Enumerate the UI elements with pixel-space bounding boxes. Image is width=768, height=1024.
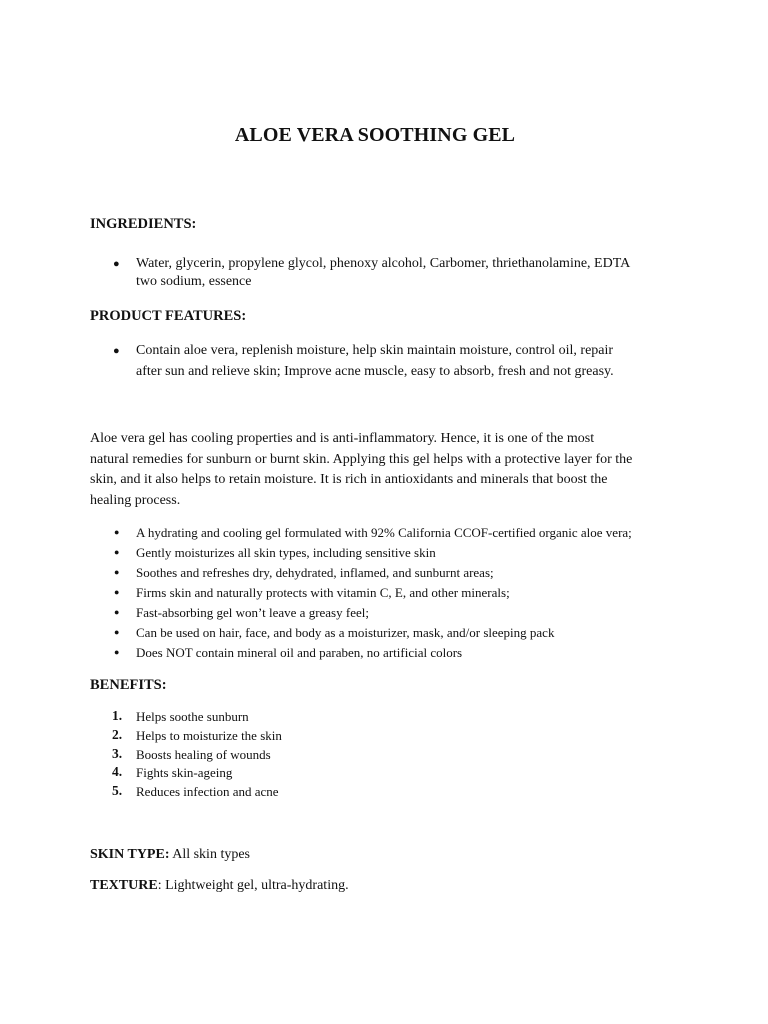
benefit-item: Helps soothe sunburn bbox=[136, 709, 249, 724]
ingredients-heading: INGREDIENTS: bbox=[90, 216, 197, 232]
highlight-item: Can be used on hair, face, and body as a moisturizer, mask, and/or sleeping pack bbox=[136, 625, 555, 640]
skin-type-value: All skin types bbox=[169, 847, 250, 862]
benefit-item: Fights skin-ageing bbox=[136, 765, 233, 780]
bullet-icon: ● bbox=[113, 345, 120, 357]
texture-value: : Lightweight gel, ultra-hydrating. bbox=[157, 878, 349, 893]
benefit-number: 5. bbox=[112, 783, 123, 798]
ingredients-item-line2: two sodium, essence bbox=[136, 274, 252, 289]
highlight-item: Fast-absorbing gel won’t leave a greasy feel; bbox=[136, 605, 369, 620]
features-item-line1: Contain aloe vera, replenish moisture, help skin maintain moisture, control oil, repair bbox=[136, 343, 614, 358]
highlight-item: Soothes and refreshes dry, dehydrated, inflamed, and sunburnt areas; bbox=[136, 565, 494, 580]
highlight-item: Gently moisturizes all skin types, including sensitive skin bbox=[136, 545, 436, 560]
bullet-icon: ● bbox=[114, 587, 120, 597]
bullet-icon: ● bbox=[114, 607, 120, 617]
highlight-item: Does NOT contain mineral oil and paraben, no artificial colors bbox=[136, 645, 463, 660]
highlight-item: Firms skin and naturally protects with vitamin C, E, and other minerals; bbox=[136, 585, 510, 600]
skin-type-row bbox=[90, 847, 250, 863]
document-title: ALOE VERA SOOTHING GEL bbox=[234, 124, 516, 146]
bullet-icon: ● bbox=[114, 647, 120, 657]
highlight-item: A hydrating and cooling gel formulated with 92% California CCOF-certified organic aloe vera; bbox=[136, 525, 632, 540]
benefit-item: Reduces infection and acne bbox=[136, 784, 279, 799]
benefit-number: 3. bbox=[112, 746, 123, 761]
description-line: healing process. bbox=[90, 492, 181, 508]
bullet-icon: ● bbox=[114, 567, 120, 577]
description-line: Aloe vera gel has cooling properties and is anti-inflammatory. Hence, it is one of the most bbox=[90, 431, 595, 446]
benefit-number: 2. bbox=[112, 727, 123, 742]
texture-label: TEXTURE bbox=[90, 878, 158, 893]
texture-row bbox=[90, 878, 349, 894]
benefits-heading: BENEFITS: bbox=[90, 677, 167, 693]
description-line: skin, and it also helps to retain moisture. It is rich in antioxidants and minerals that boost the bbox=[90, 472, 608, 487]
bullet-icon: ● bbox=[113, 258, 120, 270]
features-heading: PRODUCT FEATURES: bbox=[90, 308, 247, 324]
bullet-icon: ● bbox=[114, 627, 120, 637]
description-line: natural remedies for sunburn or burnt skin. Applying this gel helps with a protective layer for the bbox=[90, 451, 633, 467]
benefit-number: 4. bbox=[112, 764, 123, 779]
ingredients-item-line1: Water, glycerin, propylene glycol, phenoxy alcohol, Carbomer, thriethanolamine, EDTA bbox=[136, 256, 631, 271]
features-item-line2: after sun and relieve skin; Improve acne muscle, easy to absorb, fresh and not greasy. bbox=[136, 364, 614, 379]
benefit-number: 1. bbox=[112, 708, 123, 723]
bullet-icon: ● bbox=[114, 527, 120, 537]
description-paragraph bbox=[90, 429, 690, 511]
benefit-item: Helps to moisturize the skin bbox=[136, 728, 282, 743]
skin-type-label: SKIN TYPE: bbox=[90, 847, 170, 862]
benefit-item: Boosts healing of wounds bbox=[136, 747, 271, 762]
bullet-icon: ● bbox=[114, 547, 120, 557]
